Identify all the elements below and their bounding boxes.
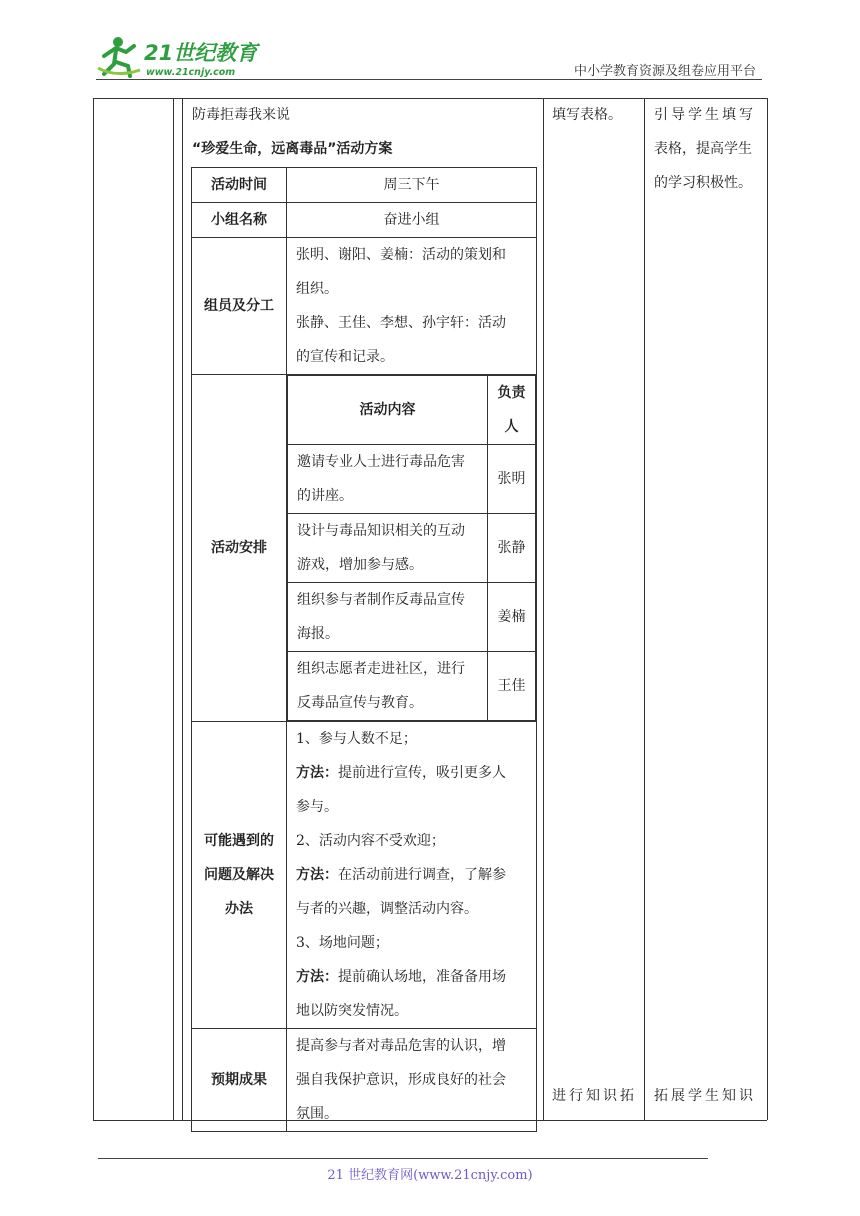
problem-line: 2、活动内容不受欢迎； <box>296 833 445 849</box>
purpose-line: 表格，提高学生 <box>654 141 752 157</box>
outer-table-left-border <box>93 98 94 1120</box>
group-label: 小组名称 <box>192 203 287 238</box>
content-line: 设计与毒品知识相关的互动 <box>297 523 465 539</box>
content-line: 反毒品宣传与教育。 <box>297 695 423 711</box>
method-prefix: 方法： <box>296 969 338 985</box>
schedule-row <box>192 375 537 722</box>
outcome-label: 预期成果 <box>192 1029 287 1132</box>
column-divider <box>543 98 544 1120</box>
student-activity-bottom: 进行知识拓 <box>552 1088 637 1104</box>
column-divider <box>644 98 645 1120</box>
method-prefix: 方法： <box>296 765 338 781</box>
method-text: 提前确认场地，准备备用场 <box>338 969 506 985</box>
platform-name: 中小学教育资源及组卷应用平台 <box>573 64 756 79</box>
problems-label-line: 办法 <box>225 901 253 917</box>
plan-title: “珍爱生命，远离毒品”活动方案 <box>192 141 393 157</box>
group-value: 奋进小组 <box>287 203 537 238</box>
schedule-label: 活动安排 <box>192 375 287 722</box>
problem-line: 3、场地问题； <box>296 935 389 951</box>
schedule-item-content <box>288 583 488 652</box>
column-divider <box>173 98 174 1120</box>
method-text: 在活动前进行调查，了解参 <box>338 867 506 883</box>
schedule-subtable <box>287 375 536 721</box>
schedule-item-content <box>288 652 488 721</box>
content-line: 组织参与者制作反毒品宣传 <box>297 592 465 608</box>
schedule-item-content <box>288 445 488 514</box>
schedule-item-row <box>288 514 536 583</box>
schedule-item-owner: 姜楠 <box>488 583 536 652</box>
schedule-subtable-cell <box>287 375 537 722</box>
members-line: 的宣传和记录。 <box>296 349 394 365</box>
column-divider <box>182 98 183 1120</box>
method-line <box>296 960 527 994</box>
members-value <box>287 238 537 375</box>
purpose-bottom: 拓展学生知识 <box>654 1088 756 1104</box>
method-line <box>296 858 527 892</box>
method-line: 与者的兴趣，调整活动内容。 <box>296 901 478 917</box>
schedule-item-owner: 张静 <box>488 514 536 583</box>
problems-label <box>192 722 287 1029</box>
outcome-line: 氛围。 <box>296 1106 338 1122</box>
problem-line: 1、参与人数不足； <box>296 731 417 747</box>
problems-row <box>192 722 537 1029</box>
schedule-item-owner: 王佳 <box>488 652 536 721</box>
schedule-item-content <box>288 514 488 583</box>
group-row <box>192 203 537 238</box>
schedule-item-row <box>288 652 536 721</box>
schedule-item-row <box>288 583 536 652</box>
header-divider <box>96 79 762 80</box>
problems-label-line: 可能遇到的 <box>204 833 274 849</box>
footer-divider <box>98 1158 708 1159</box>
outcome-row <box>192 1029 537 1132</box>
schedule-item-row <box>288 445 536 514</box>
method-line <box>296 756 527 790</box>
schedule-header-row <box>288 376 536 445</box>
purpose-line: 引导学生填写 <box>654 107 756 123</box>
time-label: 活动时间 <box>192 168 287 203</box>
content-line: 邀请专业人士进行毒品危害 <box>297 454 465 470</box>
outcome-value <box>287 1029 537 1132</box>
owner-header-line: 负责 <box>497 385 526 401</box>
content-line: 海报。 <box>297 626 339 642</box>
time-value: 周三下午 <box>287 168 537 203</box>
svg-text:www.21cnjy.com: www.21cnjy.com <box>146 67 236 78</box>
members-line: 张静、王佳、李想、孙宇轩：活动 <box>296 315 506 331</box>
outer-table-right-border <box>767 98 768 1120</box>
owner-header-line: 人 <box>504 419 519 435</box>
activity-plan-table <box>191 167 537 1132</box>
purpose-line: 的学习积极性。 <box>654 175 752 191</box>
student-activity-text: 填写表格。 <box>552 107 622 123</box>
members-line: 组织。 <box>296 281 338 297</box>
outcome-line: 提高参与者对毒品危害的认识，增 <box>296 1038 506 1054</box>
section-title: 防毒拒毒我来说 <box>192 107 290 123</box>
schedule-header-content: 活动内容 <box>288 376 488 445</box>
footer-site-link[interactable]: 21 世纪教育网(www.21cnjy.com) <box>327 1168 533 1183</box>
method-line: 参与。 <box>296 799 338 815</box>
schedule-header-owner <box>488 376 536 445</box>
method-prefix: 方法： <box>296 867 338 883</box>
method-text: 提前进行宣传，吸引更多人 <box>338 765 506 781</box>
content-line: 游戏，增加参与感。 <box>297 557 423 573</box>
site-logo <box>96 34 266 80</box>
problems-label-line: 问题及解决 <box>204 867 274 883</box>
members-label: 组员及分工 <box>192 238 287 375</box>
schedule-item-owner: 张明 <box>488 445 536 514</box>
members-row <box>192 238 537 375</box>
content-line: 组织志愿者走进社区，进行 <box>297 661 465 677</box>
content-line: 的讲座。 <box>297 488 353 504</box>
svg-text:21世纪教育: 21世纪教育 <box>144 41 258 65</box>
runner-icon <box>98 37 140 76</box>
members-line: 张明、谢阳、姜楠：活动的策划和 <box>296 247 506 263</box>
time-row <box>192 168 537 203</box>
problems-value <box>287 722 537 1029</box>
outcome-line: 强自我保护意识，形成良好的社会 <box>296 1072 506 1088</box>
method-line: 地以防突发情况。 <box>296 1003 408 1019</box>
